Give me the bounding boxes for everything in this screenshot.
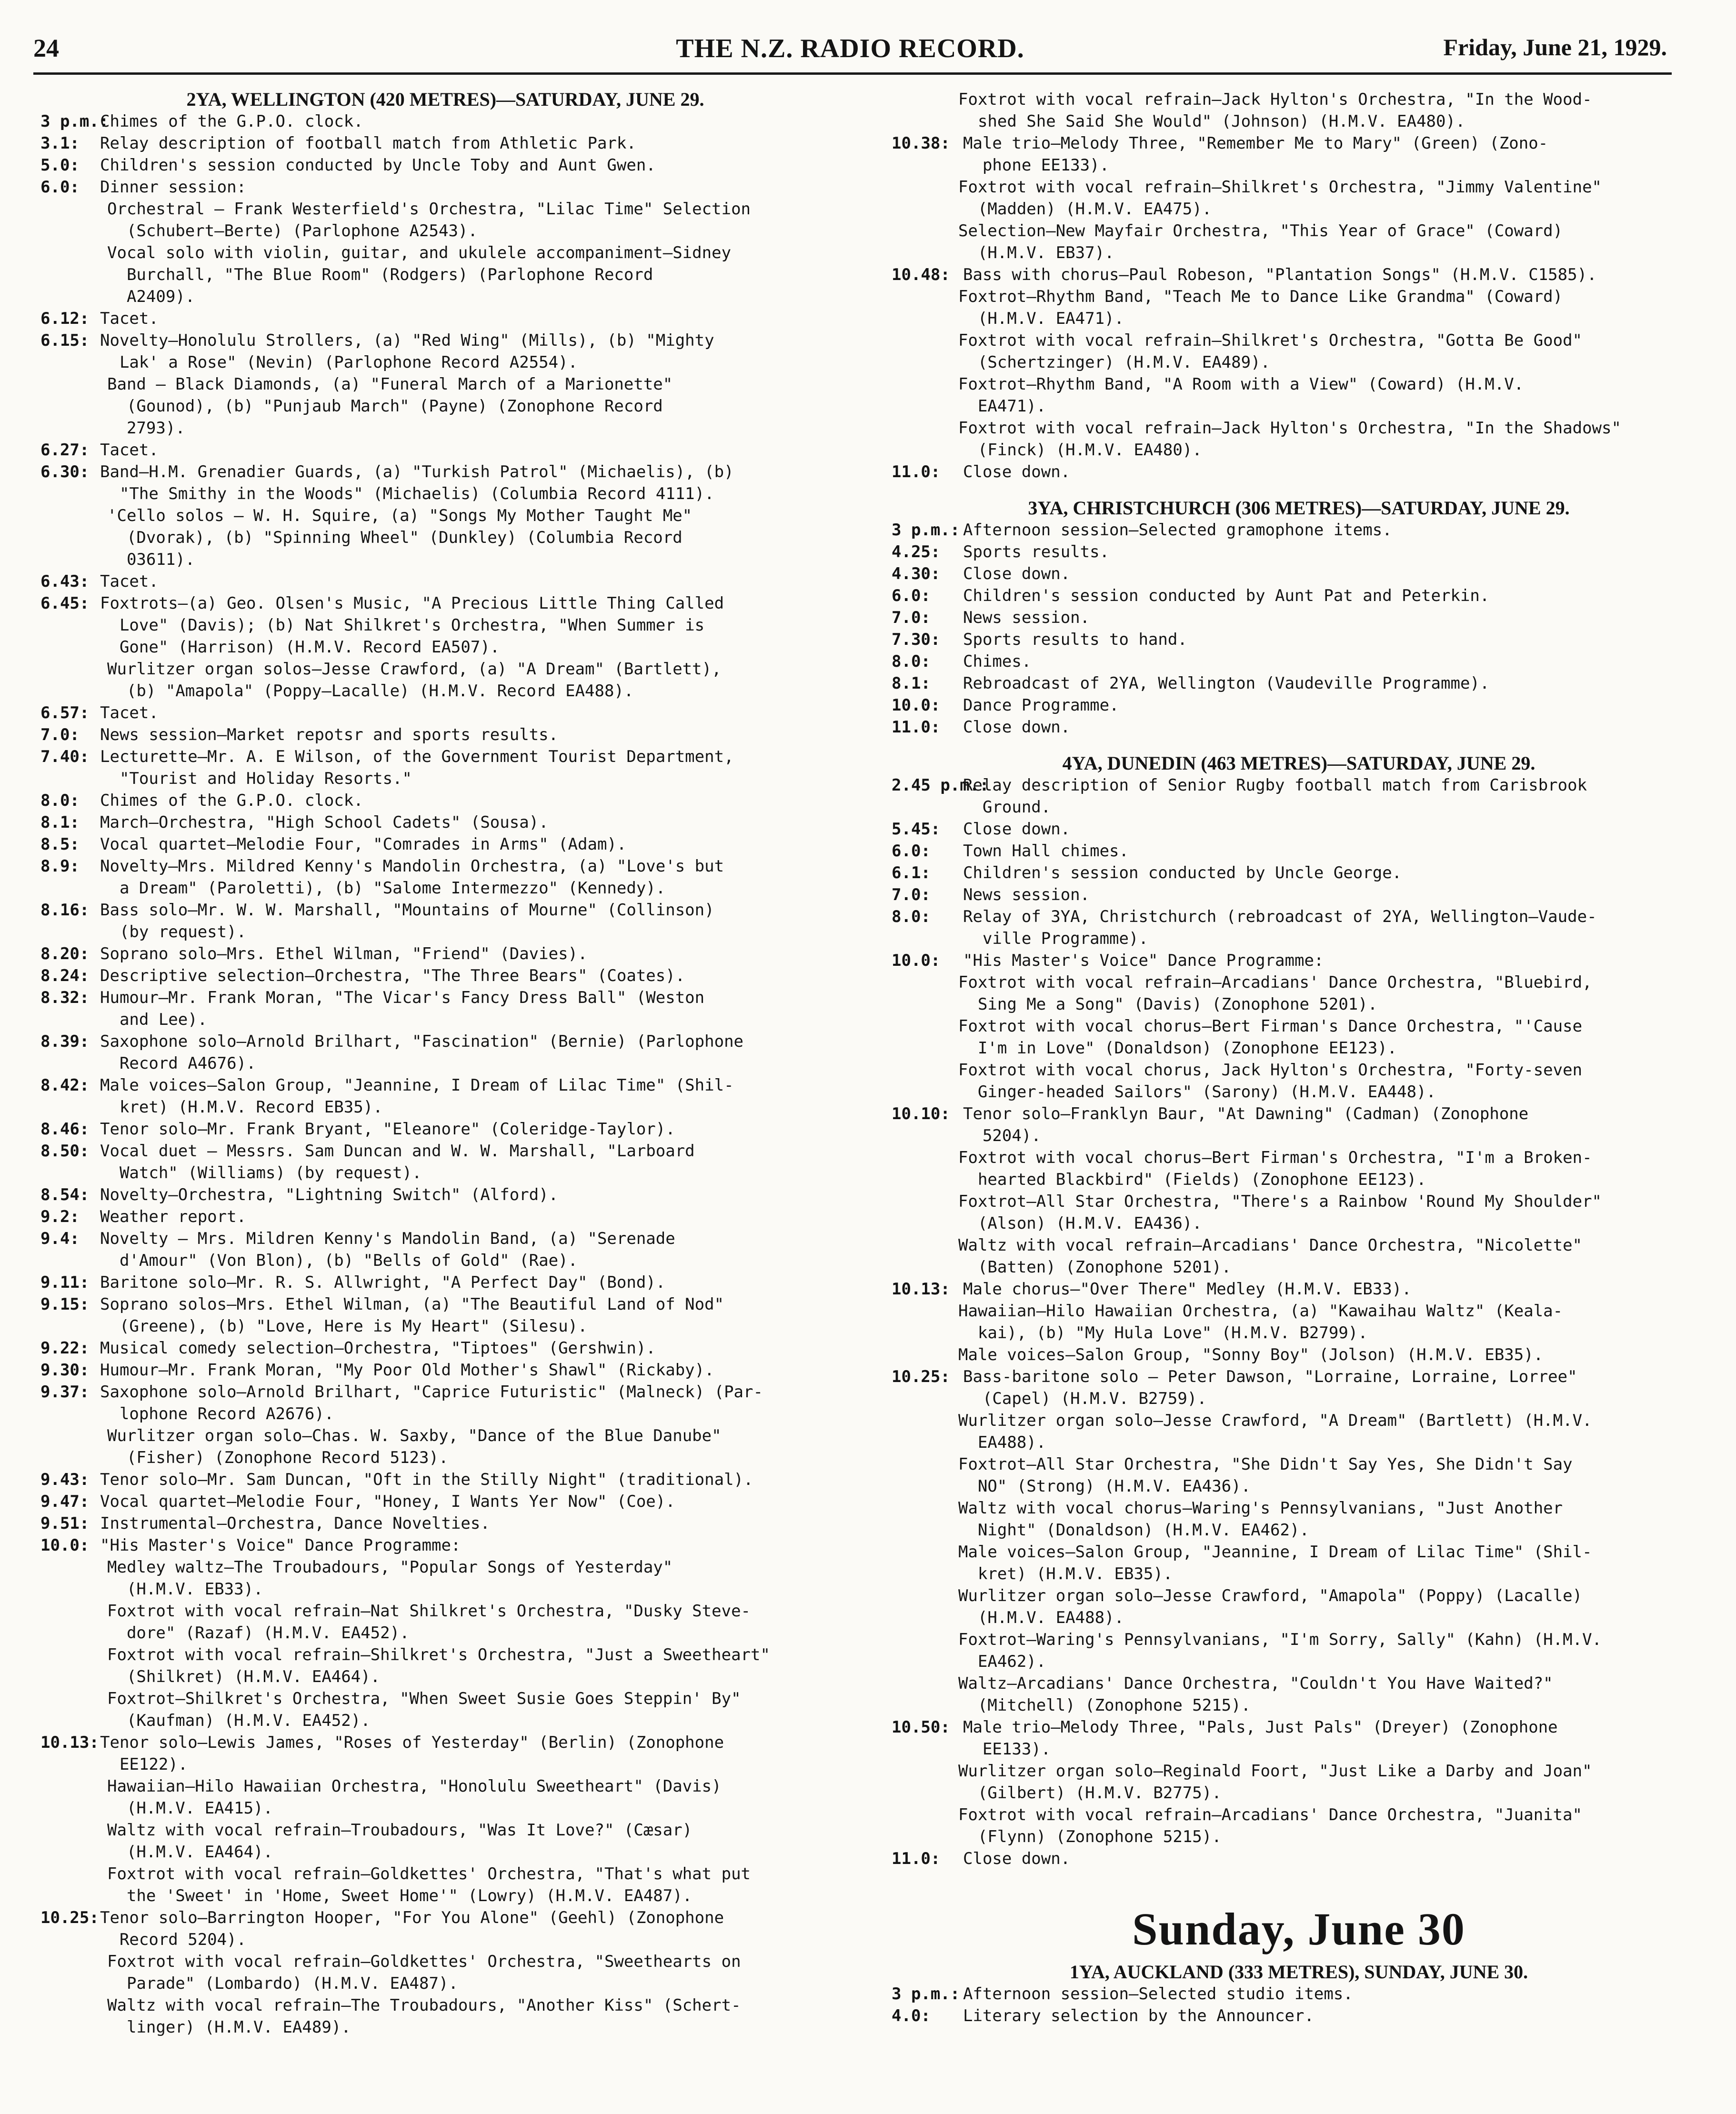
- station-heading: 1YA, AUCKLAND (333 METRES), SUNDAY, JUNE 30.: [1069, 1961, 1528, 1983]
- programme-text: Chimes.: [963, 652, 1032, 671]
- programme-entry: [40, 1534, 850, 1556]
- programme-text: Close down.: [963, 820, 1071, 839]
- programme-entry: [892, 563, 1706, 585]
- programme-entry: [40, 702, 850, 724]
- programme-text: Foxtrot with vocal chorus—Bert Firman's Orchestra, "I'm a Broken- hearted Blackbird" (Fields) (Zonophone EE123).: [958, 1148, 1592, 1189]
- programme-entry: [40, 1359, 850, 1381]
- programme-text: Medley waltz—The Troubadours, "Popular Songs of Yesterday" (H.M.V. EB33).: [107, 1558, 673, 1599]
- programme-entry: [892, 1147, 1706, 1191]
- programme-text: Waltz with vocal chorus—Waring's Pennsylvanians, "Just Another Night" (Donaldson) (H.M.V. EA462).: [958, 1499, 1563, 1540]
- programme-entry: [40, 439, 850, 461]
- programme-time: 7.0:: [40, 725, 80, 744]
- programme-time: 4.25:: [892, 542, 941, 561]
- programme-entry: [40, 833, 850, 855]
- programme-time: 5.45:: [892, 820, 941, 839]
- programme-text: Vocal solo with violin, guitar, and ukulele accompaniment—Sidney Burchall, "The Blue Room" (Rodgers) (Parlophone Record A2409).: [107, 243, 732, 306]
- programme-time: 6.15:: [40, 331, 90, 350]
- programme-text: Foxtrot with vocal refrain—Goldkettes' Orchestra, "Sweethearts on Parade" (Lombardo) (H.M.V. EA487).: [107, 1952, 741, 1993]
- issue-date: Friday, June 21, 1929.: [1443, 34, 1667, 60]
- programme-text: Vocal quartet—Melodie Four, "Honey, I Wants Yer Now" (Coe).: [100, 1492, 675, 1511]
- programme-text: Waltz with vocal refrain—Troubadours, "Was It Love?" (Cæsar) (H.M.V. EA464).: [107, 1821, 692, 1862]
- programme-entry: [892, 1366, 1706, 1410]
- programme-text: Tacet.: [100, 703, 159, 722]
- programme-entry: [892, 694, 1706, 716]
- programme-text: Rebroadcast of 2YA, Wellington (Vaudeville Programme).: [963, 674, 1490, 693]
- programme-text: Foxtrot—Rhythm Band, "A Room with a View" (Coward) (H.M.V. EA471).: [958, 375, 1524, 416]
- programme-time: 8.0:: [40, 791, 80, 810]
- programme-text: Tacet.: [100, 441, 159, 460]
- programme-entry: [40, 855, 850, 899]
- programme-text: Foxtrot—Shilkret's Orchestra, "When Sweet Susie Goes Steppin' By" (Kaufman) (H.M.V. EA452).: [107, 1689, 741, 1730]
- programme-text: Wurlitzer organ solo—Jesse Crawford, "Amapola" (Poppy) (Lacalle) (H.M.V. EA488).: [958, 1586, 1583, 1627]
- programme-text: Hawaiian—Hilo Hawaiian Orchestra, (a) "Kawaihau Waltz" (Keala- kai), (b) "My Hula Love" (H.M.V. B2799).: [958, 1302, 1563, 1343]
- programme-time: 6.0:: [892, 586, 931, 605]
- programme-text: Children's session conducted by Aunt Pat and Peterkin.: [963, 586, 1490, 605]
- programme-text: Tenor solo—Mr. Sam Duncan, "Oft in the Stilly Night" (traditional).: [100, 1470, 753, 1489]
- programme-entry: [892, 417, 1706, 461]
- programme-text: Foxtrot with vocal refrain—Shilkret's Orchestra, "Gotta Be Good" (Schertzinger) (H.M.V. EA489).: [958, 331, 1583, 372]
- programme-entry: [892, 1541, 1706, 1585]
- programme-entry: [892, 1015, 1706, 1059]
- programme-entry: [40, 110, 850, 132]
- programme-time: 8.20:: [40, 944, 90, 963]
- programme-entry: [892, 176, 1706, 220]
- programme-entry: [892, 264, 1706, 286]
- programme-entry: [892, 2005, 1706, 2027]
- programme-text: Band—H.M. Grenadier Guards, (a) "Turkish Patrol" (Michaelis), (b) "The Smithy in the Woods" (Michaelis) (Columbia Record 4111).: [100, 462, 734, 503]
- programme-time: 8.1:: [892, 674, 931, 693]
- programme-entry: [40, 1228, 850, 1272]
- programme-entry: [892, 1804, 1706, 1848]
- programme-text: Waltz with vocal refrain—The Troubadours, "Another Kiss" (Schert- linger) (H.M.V. EA489).: [107, 1996, 741, 2037]
- programme-time: 8.0:: [892, 907, 931, 926]
- programme-text: News session.: [963, 885, 1090, 904]
- left-column: [40, 89, 850, 2038]
- programme-time: 6.30:: [40, 462, 90, 481]
- programme-time: 9.4:: [40, 1229, 80, 1248]
- programme-text: Bass with chorus—Paul Robeson, "Plantation Songs" (H.M.V. C1585).: [963, 265, 1597, 284]
- programme-entry: [892, 1059, 1706, 1103]
- programme-entry: [40, 1556, 850, 1600]
- programme-text: Tenor solo—Barrington Hooper, "For You Alone" (Geehl) (Zonophone Record 5204).: [100, 1908, 724, 1949]
- programme-text: Relay description of football match from Athletic Park.: [100, 134, 636, 153]
- programme-time: 6.43:: [40, 572, 90, 591]
- programme-entry: [892, 1453, 1706, 1497]
- programme-time: 2.45 p.m.:: [892, 776, 989, 795]
- programme-entry: [892, 373, 1706, 417]
- programme-text: Foxtrot—All Star Orchestra, "She Didn't Say Yes, She Didn't Say NO" (Strong) (H.M.V. EA436).: [958, 1455, 1573, 1496]
- programme-entry: [40, 1951, 850, 1994]
- programme-time: 7.0:: [892, 885, 931, 904]
- programme-text: Tenor solo—Franklyn Baur, "At Dawning" (Cadman) (Zonophone 5204).: [963, 1104, 1529, 1145]
- programme-time: 8.42:: [40, 1076, 90, 1095]
- programme-text: Male chorus—"Over There" Medley (H.M.V. EB33).: [963, 1280, 1412, 1299]
- programme-entry: [892, 132, 1706, 176]
- programme-entry: [892, 651, 1706, 672]
- programme-entry: [892, 1344, 1706, 1366]
- programme-text: Baritone solo—Mr. R. S. Allwright, "A Perfect Day" (Bond).: [100, 1273, 666, 1292]
- programme-time: 10.25:: [892, 1367, 950, 1386]
- programme-text: Descriptive selection—Orchestra, "The Three Bears" (Coates).: [100, 966, 685, 985]
- programme-time: 8.39:: [40, 1032, 90, 1051]
- programme-entry: [892, 1103, 1706, 1147]
- programme-time: 10.0:: [40, 1536, 90, 1555]
- programme-text: Orchestral — Frank Westerfield's Orchestra, "Lilac Time" Selection (Schubert—Berte) (Parlophone A2543).: [107, 200, 751, 240]
- programme-text: Male voices—Salon Group, "Jeannine, I Dream of Lilac Time" (Shil- kret) (H.M.V. Record EB35).: [100, 1076, 734, 1117]
- programme-text: "His Master's Voice" Dance Programme:: [963, 951, 1324, 970]
- programme-entry: [892, 607, 1706, 629]
- programme-text: Novelty—Honolulu Strollers, (a) "Red Wing" (Mills), (b) "Mighty Lak' a Rose" (Nevin) (Parlophone Record A2554).: [100, 331, 714, 372]
- programme-time: 10.13:: [40, 1733, 99, 1752]
- programme-entry: [892, 672, 1706, 694]
- programme-time: 9.22:: [40, 1339, 90, 1358]
- programme-time: 8.9:: [40, 857, 80, 876]
- programme-entry: [40, 1272, 850, 1293]
- programme-entry: [40, 1819, 850, 1863]
- programme-entry: [40, 1688, 850, 1732]
- programme-time: 6.45:: [40, 594, 90, 613]
- programme-entry: [892, 1983, 1706, 2005]
- programme-text: Musical comedy selection—Orchestra, "Tiptoes" (Gershwin).: [100, 1339, 656, 1358]
- page-header: [33, 33, 1667, 70]
- programme-text: Close down.: [963, 462, 1071, 481]
- programme-time: 8.5:: [40, 835, 80, 854]
- programme-text: Foxtrot with vocal chorus—Bert Firman's Dance Orchestra, "'Cause I'm in Love" (Donaldson) (Zonophone EE123).: [958, 1017, 1583, 1058]
- programme-entry: [40, 724, 850, 746]
- programme-text: Foxtrot with vocal refrain—Shilkret's Orchestra, "Just a Sweetheart" (Shilkret) (H.M.V. EA464).: [107, 1645, 770, 1686]
- programme-time: 6.12:: [40, 309, 90, 328]
- programme-entry: [892, 862, 1706, 884]
- programme-text: Soprano solos—Mrs. Ethel Wilman, (a) "The Beautiful Land of Nod" (Greene), (b) "Love, Here is My Heart" (Silesu).: [100, 1295, 724, 1336]
- programme-time: 6.0:: [40, 178, 80, 197]
- programme-time: 10.38:: [892, 134, 950, 153]
- programme-text: "His Master's Voice" Dance Programme:: [100, 1536, 461, 1555]
- programme-time: 6.27:: [40, 441, 90, 460]
- programme-text: Foxtrot with vocal refrain—Jack Hylton's Orchestra, "In the Shadows" (Finck) (H.M.V. EA480).: [958, 419, 1621, 460]
- right-column: [892, 89, 1706, 2027]
- programme-text: Foxtrot with vocal chorus, Jack Hylton's Orchestra, "Forty-seven Ginger-headed Sailors" (Sarony) (H.M.V. EA448).: [958, 1061, 1583, 1102]
- programme-entry: [892, 519, 1706, 541]
- programme-time: 3 p.m.:: [892, 521, 960, 540]
- programme-text: Novelty—Mrs. Mildred Kenny's Mandolin Orchestra, (a) "Love's but a Dream" (Paroletti), (b) "Salome Intermezzo" (Kennedy).: [100, 857, 724, 898]
- programme-text: Afternoon session—Selected studio items.: [963, 1984, 1353, 2004]
- programme-text: Saxophone solo—Arnold Brilhart, "Caprice Futuristic" (Malneck) (Par- lophone Record A2676).: [100, 1383, 763, 1423]
- programme-time: 8.1:: [40, 813, 80, 832]
- programme-entry: [40, 198, 850, 242]
- programme-text: Close down.: [963, 564, 1071, 583]
- programme-entry: [40, 461, 850, 505]
- programme-text: Band — Black Diamonds, (a) "Funeral March of a Marionette" (Gounod), (b) "Punjaub March" (Payne) (Zonophone Record 2793).: [107, 375, 673, 438]
- programme-entry: [892, 1497, 1706, 1541]
- station-heading: 4YA, DUNEDIN (463 METRES)—SATURDAY, JUNE 29.: [1062, 752, 1535, 774]
- programme-text: Tacet.: [100, 572, 159, 591]
- programme-text: Sports results.: [963, 542, 1110, 561]
- programme-time: 3.1:: [40, 134, 80, 153]
- programme-text: Dance Programme.: [963, 696, 1119, 715]
- programme-text: 'Cello solos — W. H. Squire, (a) "Songs My Mother Taught Me" (Dvorak), (b) "Spinning Wheel" (Dunkley) (Columbia Record 03611).: [107, 506, 692, 569]
- programme-entry: [40, 746, 850, 790]
- programme-text: Tenor solo—Mr. Frank Bryant, "Eleanore" (Coleridge-Taylor).: [100, 1120, 675, 1139]
- programme-entry: [40, 308, 850, 330]
- programme-entry: [40, 330, 850, 373]
- programme-entry: [40, 965, 850, 987]
- programme-text: Saxophone solo—Arnold Brilhart, "Fascination" (Bernie) (Parlophone Record A4676).: [100, 1032, 744, 1073]
- programme-text: Wurlitzer organ solo—Jesse Crawford, "A Dream" (Bartlett) (H.M.V. EA488).: [958, 1411, 1592, 1452]
- programme-text: Wurlitzer organ solo—Reginald Foort, "Just Like a Darby and Joan" (Gilbert) (H.M.V. B2775).: [958, 1762, 1592, 1803]
- programme-text: Wurlitzer organ solo—Chas. W. Saxby, "Dance of the Blue Danube" (Fisher) (Zonophone Record 5123).: [107, 1426, 722, 1467]
- programme-time: 10.25:: [40, 1908, 99, 1927]
- programme-text: News session.: [963, 608, 1090, 627]
- programme-entry: [40, 373, 850, 439]
- programme-time: 11.0:: [892, 718, 941, 737]
- programme-time: 8.46:: [40, 1120, 90, 1139]
- programme-entry: [40, 1074, 850, 1118]
- programme-text: Instrumental—Orchestra, Dance Novelties.: [100, 1514, 490, 1533]
- programme-time: 10.10:: [892, 1104, 950, 1123]
- programme-entry: [40, 505, 850, 571]
- programme-text: Male trio—Melody Three, "Pals, Just Pals" (Dreyer) (Zonophone EE133).: [963, 1718, 1558, 1759]
- programme-text: Town Hall chimes.: [963, 842, 1129, 861]
- programme-time: 8.16:: [40, 901, 90, 920]
- programme-text: Tenor solo—Lewis James, "Roses of Yesterday" (Berlin) (Zonophone EE122).: [100, 1733, 724, 1774]
- programme-time: 10.0:: [892, 951, 941, 970]
- programme-time: 11.0:: [892, 462, 941, 481]
- programme-entry: [892, 220, 1706, 264]
- programme-text: Bass solo—Mr. W. W. Marshall, "Mountains of Mourne" (Collinson) (by request).: [100, 901, 714, 942]
- publication-title: THE N.Z. RADIO RECORD.: [676, 34, 1024, 63]
- programme-entry: [40, 1337, 850, 1359]
- programme-text: Tacet.: [100, 309, 159, 328]
- programme-text: Close down.: [963, 718, 1071, 737]
- programme-entry: [40, 132, 850, 154]
- programme-text: Soprano solo—Mrs. Ethel Wilman, "Friend" (Davies).: [100, 944, 588, 963]
- programme-text: Lecturette—Mr. A. E Wilson, of the Government Tourist Department, "Tourist and Holiday Resorts.": [100, 747, 734, 788]
- programme-text: Hawaiian—Hilo Hawaiian Orchestra, "Honolulu Sweetheart" (Davis) (H.M.V. EA415).: [107, 1777, 722, 1818]
- programme-time: 9.30:: [40, 1361, 90, 1380]
- programme-text: Relay description of Senior Rugby football match from Carisbrook Ground.: [963, 776, 1587, 817]
- programme-entry: [892, 1716, 1706, 1760]
- programme-text: Waltz—Arcadians' Dance Orchestra, "Couldn't You Have Waited?" (Mitchell) (Zonophone 5215).: [958, 1674, 1553, 1715]
- programme-text: Foxtrot with vocal refrain—Nat Shilkret's Orchestra, "Dusky Steve- dore" (Razaf) (H.M.V. EA452).: [107, 1602, 751, 1643]
- programme-text: Close down.: [963, 1849, 1071, 1868]
- programme-text: Children's session conducted by Uncle George.: [963, 863, 1402, 882]
- page-number: 24: [33, 34, 59, 62]
- programme-text: Chimes of the G.P.O. clock.: [100, 112, 363, 131]
- programme-entry: [892, 461, 1706, 483]
- programme-entry: [40, 987, 850, 1031]
- programme-text: Wurlitzer organ solos—Jesse Crawford, (a) "A Dream" (Bartlett), (b) "Amapola" (Poppy—Lacalle) (H.M.V. Record EA488).: [107, 660, 722, 701]
- programme-entry: [892, 884, 1706, 906]
- programme-time: 7.30:: [892, 630, 941, 649]
- programme-text: Waltz with vocal refrain—Arcadians' Dance Orchestra, "Nicolette" (Batten) (Zonophone 5201).: [958, 1236, 1583, 1277]
- programme-entry: [40, 1425, 850, 1469]
- programme-entry: [40, 154, 850, 176]
- programme-entry: [892, 774, 1706, 818]
- programme-time: 8.24:: [40, 966, 90, 985]
- programme-time: 8.0:: [892, 652, 931, 671]
- programme-text: Male voices—Salon Group, "Sonny Boy" (Jolson) (H.M.V. EB35).: [958, 1345, 1544, 1364]
- programme-entry: [40, 1994, 850, 2038]
- programme-entry: [892, 541, 1706, 563]
- programme-text: Foxtrot—Waring's Pennsylvanians, "I'm Sorry, Sally" (Kahn) (H.M.V. EA462).: [958, 1630, 1602, 1671]
- programme-text: Bass-baritone solo — Peter Dawson, "Lorraine, Lorraine, Lorree" (Capel) (H.M.V. B2759).: [963, 1367, 1577, 1408]
- programme-entry: [892, 906, 1706, 950]
- programme-entry: [892, 1673, 1706, 1716]
- programme-text: Dinner session:: [100, 178, 247, 197]
- programme-entry: [40, 1031, 850, 1074]
- programme-entry: [892, 1191, 1706, 1234]
- programme-entry: [40, 812, 850, 833]
- programme-entry: [40, 1118, 850, 1140]
- programme-entry: [892, 1278, 1706, 1300]
- programme-time: 9.2:: [40, 1207, 80, 1226]
- programme-text: Foxtrot—All Star Orchestra, "There's a Rainbow 'Round My Shoulder" (Alson) (H.M.V. EA436).: [958, 1192, 1602, 1233]
- programme-time: 7.40:: [40, 747, 90, 766]
- programme-entry: [40, 1184, 850, 1206]
- programme-entry: [40, 899, 850, 943]
- programme-text: Selection—New Mayfair Orchestra, "This Year of Grace" (Coward) (H.M.V. EB37).: [958, 221, 1563, 262]
- programme-text: Foxtrot with vocal refrain—Shilkret's Orchestra, "Jimmy Valentine" (Madden) (H.M.V. EA475).: [958, 178, 1602, 219]
- programme-entry: [892, 1585, 1706, 1629]
- programme-entry: [892, 585, 1706, 607]
- programme-entry: [892, 286, 1706, 330]
- programme-entry: [40, 176, 850, 198]
- programme-entry: [40, 1293, 850, 1337]
- programme-entry: [892, 629, 1706, 651]
- programme-time: 9.47:: [40, 1492, 90, 1511]
- programme-text: Foxtrot with vocal refrain—Arcadians' Dance Orchestra, "Juanita" (Flynn) (Zonophone 5215).: [958, 1805, 1583, 1846]
- programme-text: Humour—Mr. Frank Moran, "The Vicar's Fancy Dress Ball" (Weston and Lee).: [100, 988, 705, 1029]
- programme-time: 5.0:: [40, 156, 80, 175]
- programme-entry: [40, 1775, 850, 1819]
- programme-entry: [40, 1600, 850, 1644]
- programme-entry: [40, 1140, 850, 1184]
- programme-text: Children's session conducted by Uncle Toby and Aunt Gwen.: [100, 156, 656, 175]
- programme-entry: [40, 1863, 850, 1907]
- programme-time: 10.48:: [892, 265, 950, 284]
- programme-entry: [892, 89, 1706, 132]
- programme-text: Foxtrot with vocal refrain—Jack Hylton's Orchestra, "In the Wood- shed She Said She Would" (Johnson) (H.M.V. EA480).: [958, 90, 1592, 131]
- programme-text: Relay of 3YA, Christchurch (rebroadcast of 2YA, Wellington—Vaude- ville Programme).: [963, 907, 1597, 948]
- programme-time: 6.0:: [892, 842, 931, 861]
- programme-time: 11.0:: [892, 1849, 941, 1868]
- programme-time: 4.0:: [892, 2006, 931, 2025]
- programme-time: 9.11:: [40, 1273, 90, 1292]
- programme-text: Vocal quartet—Melodie Four, "Comrades in Arms" (Adam).: [100, 835, 627, 854]
- programme-time: 9.51:: [40, 1514, 90, 1533]
- programme-entry: [40, 943, 850, 965]
- programme-entry: [892, 330, 1706, 373]
- programme-entry: [40, 790, 850, 812]
- programme-text: Foxtrot with vocal refrain—Goldkettes' Orchestra, "That's what put the 'Sweet' in 'Home, Sweet Home'" (Lowry) (H.M.V. EA487).: [107, 1864, 751, 1905]
- programme-text: Afternoon session—Selected gramophone items.: [963, 521, 1392, 540]
- programme-entry: [892, 972, 1706, 1015]
- programme-time: 9.15:: [40, 1295, 90, 1314]
- programme-entry: [40, 1644, 850, 1688]
- programme-text: Male voices—Salon Group, "Jeannine, I Dream of Lilac Time" (Shil- kret) (H.M.V. EB35).: [958, 1543, 1592, 1583]
- programme-text: Chimes of the G.P.O. clock.: [100, 791, 363, 810]
- programme-time: 3 p.m.:: [892, 1984, 960, 2004]
- programme-text: March—Orchestra, "High School Cadets" (Sousa).: [100, 813, 549, 832]
- header-rule: [33, 72, 1672, 75]
- programme-entry: [892, 716, 1706, 738]
- programme-time: 6.1:: [892, 863, 931, 882]
- programme-entry: [40, 1513, 850, 1534]
- programme-entry: [892, 1629, 1706, 1673]
- programme-entry: [40, 1206, 850, 1228]
- programme-text: Humour—Mr. Frank Moran, "My Poor Old Mother's Shawl" (Rickaby).: [100, 1361, 714, 1380]
- programme-entry: [40, 1907, 850, 1951]
- sunday-heading: Sunday, June 30: [1132, 1904, 1465, 1954]
- programme-entry: [892, 1410, 1706, 1453]
- programme-text: Male trio—Melody Three, "Remember Me to Mary" (Green) (Zono- phone EE133).: [963, 134, 1548, 175]
- programme-entry: [892, 1300, 1706, 1344]
- programme-entry: [40, 1469, 850, 1491]
- programme-time: 7.0:: [892, 608, 931, 627]
- programme-entry: [892, 818, 1706, 840]
- programme-text: Foxtrots—(a) Geo. Olsen's Music, "A Precious Little Thing Called Love" (Davis); (b) Nat Shilkret's Orchestra, "When Summer is Gone" (Harrison) (H.M.V. Record EA507).: [100, 594, 724, 657]
- programme-entry: [40, 571, 850, 592]
- programme-entry: [40, 592, 850, 658]
- programme-time: 10.13:: [892, 1280, 950, 1299]
- programme-time: 8.54:: [40, 1185, 90, 1204]
- programme-entry: [892, 1760, 1706, 1804]
- programme-text: Novelty — Mrs. Mildren Kenny's Mandolin Band, (a) "Serenade d'Amour" (Von Blon), (b) "Bells of Gold" (Rae).: [100, 1229, 675, 1270]
- programme-entry: [40, 658, 850, 702]
- programme-text: Novelty—Orchestra, "Lightning Switch" (Alford).: [100, 1185, 559, 1204]
- programme-entry: [892, 1848, 1706, 1870]
- programme-entry: [40, 1491, 850, 1513]
- programme-time: 8.50:: [40, 1142, 90, 1161]
- programme-entry: [892, 950, 1706, 972]
- programme-text: Weather report.: [100, 1207, 247, 1226]
- programme-entry: [40, 242, 850, 308]
- programme-time: 10.0:: [892, 696, 941, 715]
- programme-text: Vocal duet — Messrs. Sam Duncan and W. W. Marshall, "Larboard Watch" (Williams) (by request).: [100, 1142, 695, 1182]
- programme-time: 4.30:: [892, 564, 941, 583]
- programme-entry: [892, 840, 1706, 862]
- programme-text: Foxtrot with vocal refrain—Arcadians' Dance Orchestra, "Bluebird, Sing Me a Song" (Davis) (Zonophone 5201).: [958, 973, 1592, 1014]
- programme-time: 9.37:: [40, 1383, 90, 1402]
- programme-time: 6.57:: [40, 703, 90, 722]
- programme-text: News session—Market repotsr and sports results.: [100, 725, 559, 744]
- programme-time: 8.32:: [40, 988, 90, 1007]
- station-heading: 2YA, WELLINGTON (420 METRES)—SATURDAY, JUNE 29.: [186, 89, 704, 110]
- programme-entry: [40, 1732, 850, 1775]
- programme-text: Literary selection by the Announcer.: [963, 2006, 1314, 2025]
- programme-time: 10.50:: [892, 1718, 950, 1737]
- programme-time: 9.43:: [40, 1470, 90, 1489]
- programme-entry: [40, 1381, 850, 1425]
- station-heading: 3YA, CHRISTCHURCH (306 METRES)—SATURDAY, JUNE 29.: [1028, 497, 1570, 519]
- programme-time: 3 p.m.:: [40, 112, 109, 131]
- programme-text: Foxtrot—Rhythm Band, "Teach Me to Dance Like Grandma" (Coward) (H.M.V. EA471).: [958, 287, 1563, 328]
- programme-entry: [892, 1234, 1706, 1278]
- programme-text: Sports results to hand.: [963, 630, 1187, 649]
